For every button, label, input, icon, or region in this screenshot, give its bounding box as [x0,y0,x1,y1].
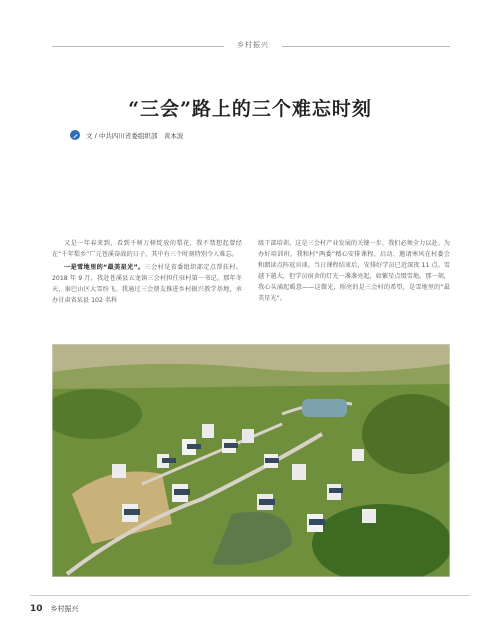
byline-text: 文 / 中共四川省委组织部 黄本波 [86,131,184,140]
byline [70,130,183,140]
column-left [52,238,242,308]
section-label: 乡村振兴 [237,41,269,49]
header-rule-left [52,46,224,47]
village-aerial-photo [52,344,450,577]
footer-rule [30,595,470,596]
paragraph [52,262,242,306]
lead-heading: 一是雪地里的“最美星光”。 [64,264,145,271]
footer [30,604,79,614]
magazine-name: 乡村振兴 [50,605,79,613]
paragraph-body: 三会村是省委组织部定点帮扶村。2018 年 9 月，我赴苍溪县五龙镇三会村担任驻村第一书记。那年冬天，秦巴山区大雪纷飞。我通过三会朋友推进乡村振兴教学基地，承办甘肃省某县 102 名科 [52,264,243,304]
paragraph: 级干部培训。这是三会村产业发展的关键一步，我们必须全力以赴。为办好培训班，我和村“两委”精心安排课程、启动、邀请寒风在村委会和朗读点阵返宾谈。当日课程结束后，安排好学员已近深夜 11 点。雪越下越大，但学员宿舍的灯光一盏盏亮起，如繁星点缀雪地。那一刻，我心头涌起暖意——这微光，照亮的是三会村的希望，是雪地里的“最美星光”。 [258,240,450,302]
article-title: “三会”路上的三个难忘时刻 [128,98,372,120]
header-rule-right [282,46,450,47]
paragraph: 又是一年春来到，看到千树万树绽放的梨花，我不禁想起曾经在“千年梨乡”广元苍溪奋战的日子，其中有三个时刻特别令人难忘。 [52,240,242,258]
column-right [258,238,450,306]
pen-icon [70,130,80,140]
page-number: 10 [30,604,43,614]
